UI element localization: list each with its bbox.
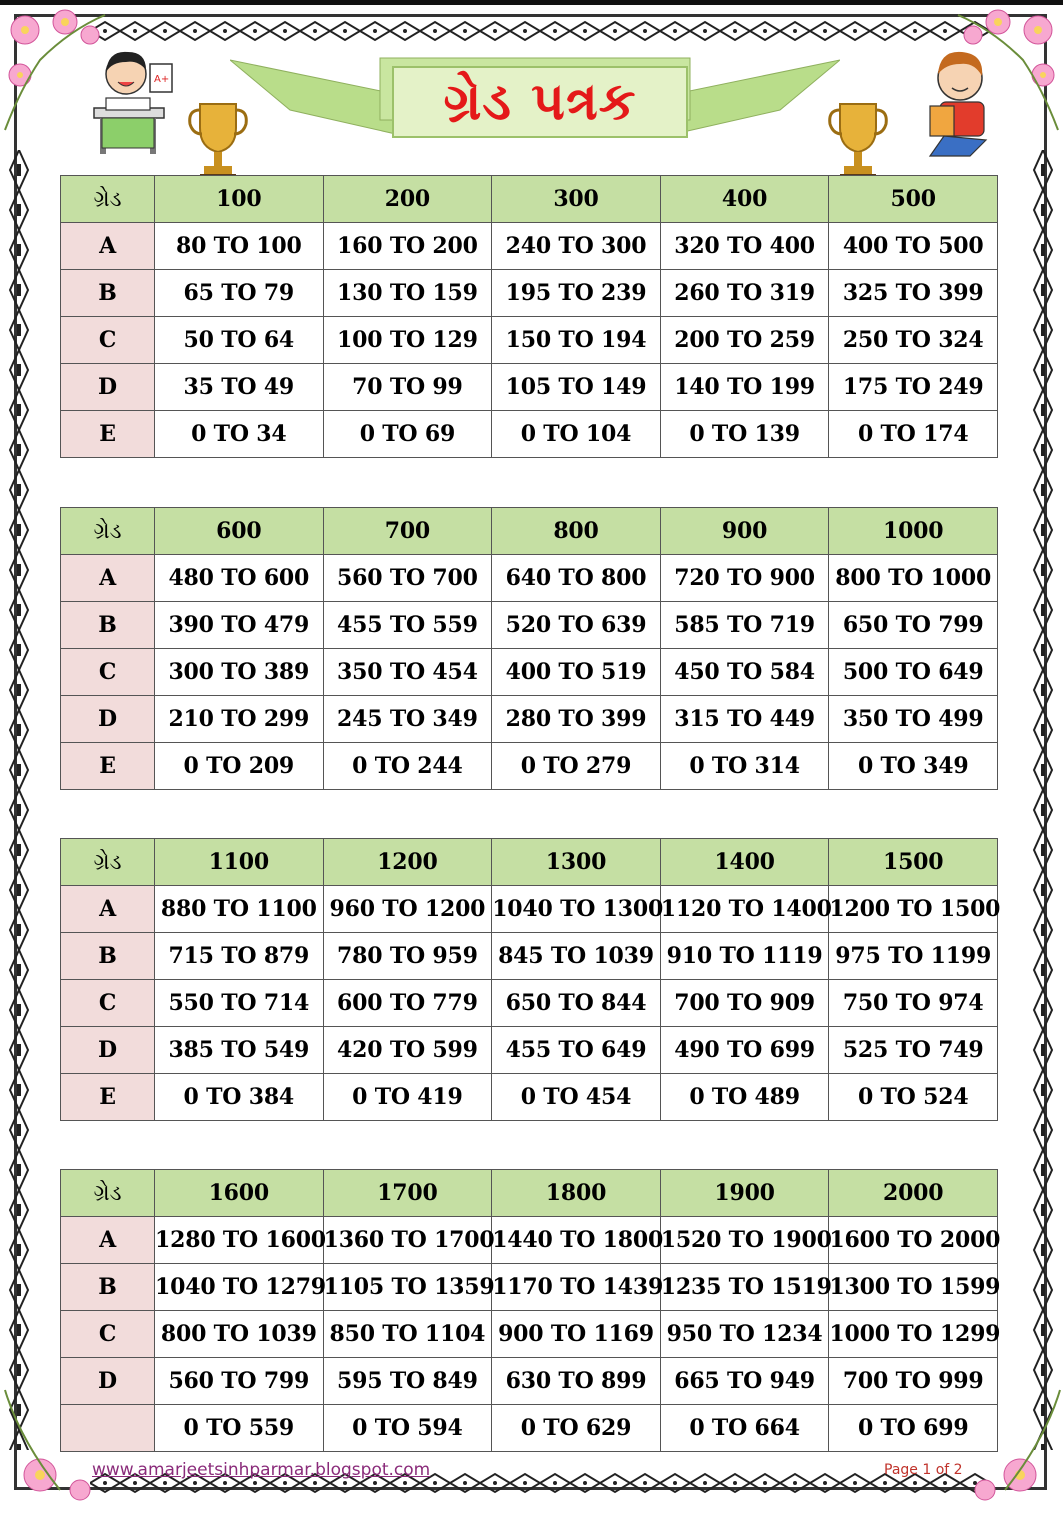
marks-range-cell: 0 TO 139 [660,411,829,458]
marks-range-cell: 0 TO 489 [660,1074,829,1121]
table-row [61,696,998,743]
total-marks-header: 1100 [155,839,324,886]
table-row [61,1358,998,1405]
marks-range-cell: 910 TO 1119 [660,933,829,980]
marks-range-cell: 715 TO 879 [155,933,324,980]
marks-range-cell: 1300 TO 1599 [829,1264,998,1311]
marks-range-cell: 1520 TO 1900 [660,1217,829,1264]
marks-range-cell: 850 TO 1104 [323,1311,492,1358]
marks-range-cell: 0 TO 104 [492,411,661,458]
marks-range-cell: 260 TO 319 [660,270,829,317]
grade-label: C [61,1311,155,1358]
grade-label: A [61,555,155,602]
marks-range-cell: 80 TO 100 [155,223,324,270]
marks-range-cell: 400 TO 519 [492,649,661,696]
marks-range-cell: 800 TO 1000 [829,555,998,602]
ornament-border-left [8,150,30,1450]
grade-column-header: ગ્રેડ [61,839,155,886]
table-row [61,1405,998,1452]
marks-range-cell: 105 TO 149 [492,364,661,411]
grade-column-header: ગ્રેડ [61,508,155,555]
marks-range-cell: 300 TO 389 [155,649,324,696]
grade-label: C [61,649,155,696]
marks-range-cell: 630 TO 899 [492,1358,661,1405]
table-header-row [61,839,998,886]
page-title: ગ્રેડ પત્રક [443,72,637,132]
marks-range-cell: 720 TO 900 [660,555,829,602]
marks-range-cell: 1000 TO 1299 [829,1311,998,1358]
table-header-row [61,176,998,223]
total-marks-header: 200 [323,176,492,223]
total-marks-header: 1500 [829,839,998,886]
table-header-row [61,508,998,555]
marks-range-cell: 600 TO 779 [323,980,492,1027]
grade-label: D [61,1358,155,1405]
girl-student-icon [88,44,188,164]
marks-range-cell: 650 TO 799 [829,602,998,649]
marks-range-cell: 1200 TO 1500 [829,886,998,933]
marks-range-cell: 900 TO 1169 [492,1311,661,1358]
marks-range-cell: 1600 TO 2000 [829,1217,998,1264]
marks-range-cell: 0 TO 384 [155,1074,324,1121]
marks-range-cell: 960 TO 1200 [323,886,492,933]
total-marks-header: 300 [492,176,661,223]
marks-range-cell: 50 TO 64 [155,317,324,364]
grade-table-600-1000 [60,507,998,790]
total-marks-header: 700 [323,508,492,555]
marks-range-cell: 500 TO 649 [829,649,998,696]
total-marks-header: 100 [155,176,324,223]
grade-table-1100-1500 [60,838,1001,1121]
marks-range-cell: 240 TO 300 [492,223,661,270]
marks-range-cell: 650 TO 844 [492,980,661,1027]
total-marks-header: 1900 [660,1170,829,1217]
total-marks-header: 1600 [155,1170,324,1217]
table-row [61,317,998,364]
marks-range-cell: 385 TO 549 [155,1027,324,1074]
svg-text:A+: A+ [154,74,170,85]
marks-range-cell: 880 TO 1100 [155,886,324,933]
marks-range-cell: 0 TO 559 [155,1405,324,1452]
marks-range-cell: 210 TO 299 [155,696,324,743]
total-marks-header: 500 [829,176,998,223]
total-marks-header: 2000 [829,1170,998,1217]
footer-url-link[interactable]: www.amarjeetsinhparmar.blogspot.com [92,1460,431,1480]
ornament-border-right [1032,150,1054,1450]
grade-label: A [61,886,155,933]
marks-range-cell: 1440 TO 1800 [492,1217,661,1264]
total-marks-header: 600 [155,508,324,555]
marks-range-cell: 1105 TO 1359 [323,1264,492,1311]
table-row [61,1264,998,1311]
table-row [61,411,998,458]
marks-range-cell: 455 TO 649 [492,1027,661,1074]
marks-range-cell: 0 TO 594 [323,1405,492,1452]
marks-range-cell: 560 TO 799 [155,1358,324,1405]
marks-range-cell: 700 TO 999 [829,1358,998,1405]
grade-table-100-500 [60,175,998,458]
marks-range-cell: 390 TO 479 [155,602,324,649]
marks-range-cell: 350 TO 499 [829,696,998,743]
table-row [61,602,998,649]
table-row [61,980,998,1027]
marks-range-cell: 1360 TO 1700 [323,1217,492,1264]
marks-range-cell: 450 TO 584 [660,649,829,696]
grade-label: E [61,1074,155,1121]
ornament-border-top [90,20,990,42]
marks-range-cell: 560 TO 700 [323,555,492,602]
marks-range-cell: 490 TO 699 [660,1027,829,1074]
marks-range-cell: 350 TO 454 [323,649,492,696]
table-row [61,743,998,790]
total-marks-header: 1700 [323,1170,492,1217]
marks-range-cell: 0 TO 699 [829,1405,998,1452]
marks-range-cell: 665 TO 949 [660,1358,829,1405]
marks-range-cell: 0 TO 349 [829,743,998,790]
marks-range-cell: 0 TO 174 [829,411,998,458]
marks-range-cell: 0 TO 314 [660,743,829,790]
marks-range-cell: 0 TO 419 [323,1074,492,1121]
marks-range-cell: 35 TO 49 [155,364,324,411]
marks-range-cell: 65 TO 79 [155,270,324,317]
table-row [61,555,998,602]
marks-range-cell: 200 TO 259 [660,317,829,364]
marks-range-cell: 1040 TO 1279 [155,1264,324,1311]
marks-range-cell: 800 TO 1039 [155,1311,324,1358]
marks-range-cell: 950 TO 1234 [660,1311,829,1358]
grade-label: E [61,411,155,458]
total-marks-header: 400 [660,176,829,223]
table-row [61,886,998,933]
marks-range-cell: 100 TO 129 [323,317,492,364]
top-edge [0,0,1063,5]
marks-range-cell: 750 TO 974 [829,980,998,1027]
table-row [61,364,998,411]
total-marks-header: 800 [492,508,661,555]
marks-range-cell: 520 TO 639 [492,602,661,649]
page-title-box [392,66,688,138]
table-row [61,933,998,980]
marks-range-cell: 640 TO 800 [492,555,661,602]
marks-range-cell: 550 TO 714 [155,980,324,1027]
marks-range-cell: 0 TO 664 [660,1405,829,1452]
table-header-row [61,1170,998,1217]
total-marks-header: 1200 [323,839,492,886]
grade-label: D [61,696,155,743]
marks-range-cell: 1235 TO 1519 [660,1264,829,1311]
marks-range-cell: 315 TO 449 [660,696,829,743]
grade-label: A [61,1217,155,1264]
table-row [61,223,998,270]
grade-label: D [61,1027,155,1074]
marks-range-cell: 320 TO 400 [660,223,829,270]
marks-range-cell: 175 TO 249 [829,364,998,411]
marks-range-cell: 420 TO 599 [323,1027,492,1074]
marks-range-cell: 325 TO 399 [829,270,998,317]
total-marks-header: 900 [660,508,829,555]
total-marks-header: 1300 [492,839,661,886]
marks-range-cell: 1280 TO 1600 [155,1217,324,1264]
grade-label: B [61,1264,155,1311]
boy-reading-icon [910,44,1010,164]
marks-range-cell: 0 TO 629 [492,1405,661,1452]
marks-range-cell: 0 TO 34 [155,411,324,458]
marks-range-cell: 160 TO 200 [323,223,492,270]
marks-range-cell: 140 TO 199 [660,364,829,411]
marks-range-cell: 0 TO 524 [829,1074,998,1121]
table-row [61,270,998,317]
grade-label [61,1405,155,1452]
marks-range-cell: 0 TO 244 [323,743,492,790]
grade-label: C [61,317,155,364]
marks-range-cell: 0 TO 209 [155,743,324,790]
marks-range-cell: 1040 TO 1300 [492,886,661,933]
marks-range-cell: 400 TO 500 [829,223,998,270]
total-marks-header: 1000 [829,508,998,555]
marks-range-cell: 455 TO 559 [323,602,492,649]
marks-range-cell: 0 TO 454 [492,1074,661,1121]
table-row [61,1027,998,1074]
marks-range-cell: 700 TO 909 [660,980,829,1027]
grade-label: E [61,743,155,790]
marks-range-cell: 250 TO 324 [829,317,998,364]
marks-range-cell: 280 TO 399 [492,696,661,743]
grade-column-header: ગ્રેડ [61,1170,155,1217]
grade-label: D [61,364,155,411]
grade-label: A [61,223,155,270]
marks-range-cell: 1170 TO 1439 [492,1264,661,1311]
marks-range-cell: 70 TO 99 [323,364,492,411]
marks-range-cell: 1120 TO 1400 [660,886,829,933]
table-row [61,1217,998,1264]
grade-label: B [61,270,155,317]
grade-label: C [61,980,155,1027]
marks-range-cell: 0 TO 69 [323,411,492,458]
marks-range-cell: 0 TO 279 [492,743,661,790]
total-marks-header: 1800 [492,1170,661,1217]
table-row [61,649,998,696]
grade-column-header: ગ્રેડ [61,176,155,223]
marks-range-cell: 585 TO 719 [660,602,829,649]
grade-label: B [61,602,155,649]
marks-range-cell: 975 TO 1199 [829,933,998,980]
table-row [61,1311,998,1358]
marks-range-cell: 595 TO 849 [323,1358,492,1405]
marks-range-cell: 130 TO 159 [323,270,492,317]
marks-range-cell: 195 TO 239 [492,270,661,317]
total-marks-header: 1400 [660,839,829,886]
marks-range-cell: 480 TO 600 [155,555,324,602]
marks-range-cell: 780 TO 959 [323,933,492,980]
grade-table-1600-2000 [60,1169,1001,1452]
footer-page-number: Page 1 of 2 [884,1462,963,1478]
marks-range-cell: 525 TO 749 [829,1027,998,1074]
grade-label: B [61,933,155,980]
marks-range-cell: 245 TO 349 [323,696,492,743]
marks-range-cell: 150 TO 194 [492,317,661,364]
table-row [61,1074,998,1121]
marks-range-cell: 845 TO 1039 [492,933,661,980]
